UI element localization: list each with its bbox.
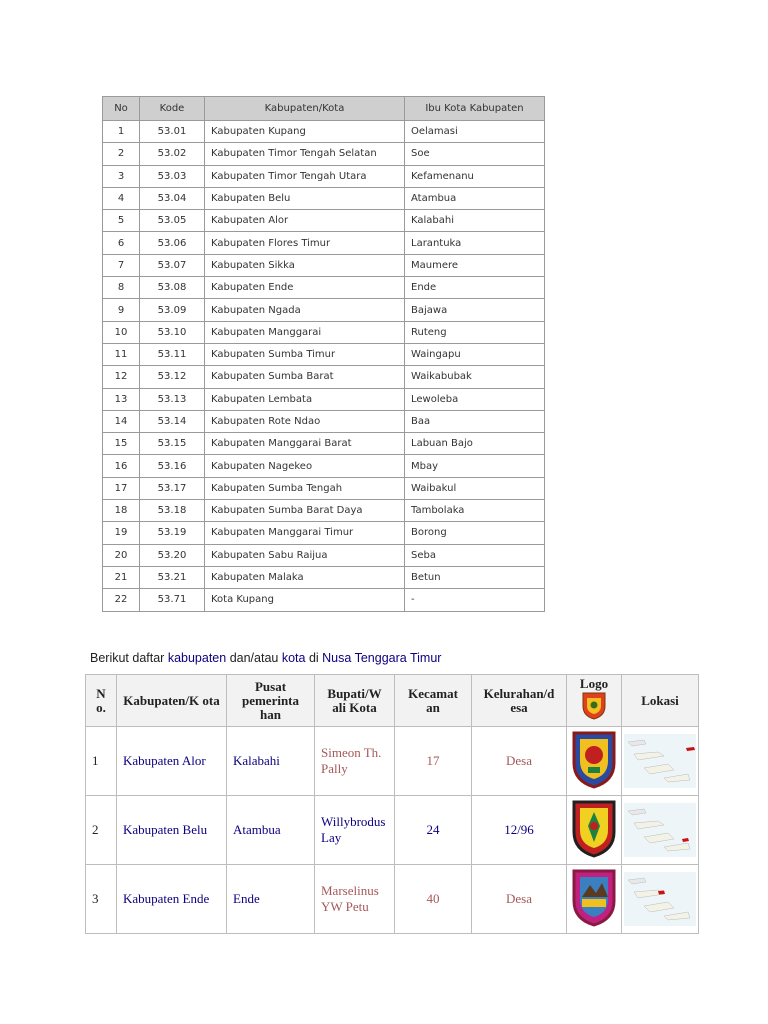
cell-ibukota: Mbay bbox=[405, 455, 545, 477]
cell-kabupaten: Kabupaten Rote Ndao bbox=[205, 410, 405, 432]
header-bupati: Bupati/W ali Kota bbox=[315, 675, 395, 727]
link-kecamatan-belu[interactable]: 24 bbox=[395, 796, 472, 865]
intro-prefix: Berikut daftar bbox=[90, 651, 168, 665]
cell-kode: 53.19 bbox=[140, 522, 205, 544]
cell-kode: 53.15 bbox=[140, 433, 205, 455]
table-row bbox=[103, 500, 545, 522]
cell-kode: 53.21 bbox=[140, 566, 205, 588]
cell-kabupaten: Kabupaten Sikka bbox=[205, 254, 405, 276]
cell-no: 2 bbox=[86, 796, 117, 865]
detail-table bbox=[85, 674, 699, 934]
cell-kode: 53.16 bbox=[140, 455, 205, 477]
cell-kode: 53.03 bbox=[140, 165, 205, 187]
table-row bbox=[103, 299, 545, 321]
cell-kabupaten: Kabupaten Ngada bbox=[205, 299, 405, 321]
cell-ibukota: Bajawa bbox=[405, 299, 545, 321]
cell-ibukota: Waingapu bbox=[405, 343, 545, 365]
table-row bbox=[103, 366, 545, 388]
table-row bbox=[103, 522, 545, 544]
kode-table bbox=[102, 96, 545, 612]
cell-kabupaten: Kabupaten Lembata bbox=[205, 388, 405, 410]
cell-ibukota: Labuan Bajo bbox=[405, 433, 545, 455]
cell-ibukota: Waikabubak bbox=[405, 366, 545, 388]
table-row bbox=[86, 727, 699, 796]
map-ende-icon[interactable] bbox=[624, 872, 696, 926]
cell-no: 16 bbox=[103, 455, 140, 477]
header-kabupaten: Kabupaten/Kota bbox=[205, 97, 405, 121]
table-row bbox=[103, 121, 545, 143]
header-no: No bbox=[103, 97, 140, 121]
cell-kode: 53.01 bbox=[140, 121, 205, 143]
cell-kode: 53.09 bbox=[140, 299, 205, 321]
cell-ibukota: Ruteng bbox=[405, 321, 545, 343]
belu-emblem-icon[interactable] bbox=[570, 798, 618, 858]
table-row bbox=[103, 410, 545, 432]
cell-ibukota: Oelamasi bbox=[405, 121, 545, 143]
link-ntt[interactable]: Nusa Tenggara Timur bbox=[322, 651, 442, 665]
header-ibukota: Ibu Kota Kabupaten bbox=[405, 97, 545, 121]
link-desa-belu[interactable]: 12/96 bbox=[472, 796, 567, 865]
cell-kabupaten: Kabupaten Belu bbox=[205, 187, 405, 209]
cell-no: 10 bbox=[103, 321, 140, 343]
cell-kode: 53.10 bbox=[140, 321, 205, 343]
cell-ibukota: Maumere bbox=[405, 254, 545, 276]
cell-kode: 53.12 bbox=[140, 366, 205, 388]
cell-no: 5 bbox=[103, 210, 140, 232]
cell-no: 17 bbox=[103, 477, 140, 499]
header-kabupaten: Kabupaten/K ota bbox=[117, 675, 227, 727]
header-pusat: Pusat pemerinta han bbox=[227, 675, 315, 727]
cell-ibukota: Tambolaka bbox=[405, 500, 545, 522]
cell-kode: 53.02 bbox=[140, 143, 205, 165]
cell-kode: 53.13 bbox=[140, 388, 205, 410]
link-kabupaten[interactable]: kabupaten bbox=[167, 651, 227, 665]
cell-kode: 53.07 bbox=[140, 254, 205, 276]
header-no: N o. bbox=[86, 675, 117, 727]
kode-table-body bbox=[103, 121, 545, 612]
link-bupati-ende[interactable]: Marselinus YW Petu bbox=[315, 865, 395, 934]
link-ende[interactable]: Ende bbox=[227, 865, 315, 934]
link-kabupaten-belu[interactable]: Kabupaten Belu bbox=[117, 796, 227, 865]
cell-ibukota: Kefamenanu bbox=[405, 165, 545, 187]
link-kota[interactable]: kota bbox=[281, 651, 306, 665]
table-row bbox=[103, 232, 545, 254]
header-logo-label: Logo bbox=[579, 676, 609, 691]
cell-no: 20 bbox=[103, 544, 140, 566]
detail-table-body bbox=[86, 727, 699, 934]
logo-cell bbox=[567, 865, 622, 934]
cell-kabupaten: Kota Kupang bbox=[205, 589, 405, 611]
cell-ibukota: Waibakul bbox=[405, 477, 545, 499]
lokasi-cell bbox=[622, 865, 699, 934]
cell-no: 7 bbox=[103, 254, 140, 276]
cell-ibukota: - bbox=[405, 589, 545, 611]
cell-kode: 53.05 bbox=[140, 210, 205, 232]
cell-kode: 53.20 bbox=[140, 544, 205, 566]
cell-kode: 53.08 bbox=[140, 277, 205, 299]
link-desa-alor[interactable]: Desa bbox=[472, 727, 567, 796]
header-logo bbox=[567, 675, 622, 727]
cell-kabupaten: Kabupaten Manggarai Timur bbox=[205, 522, 405, 544]
cell-kabupaten: Kabupaten Ende bbox=[205, 277, 405, 299]
cell-no: 12 bbox=[103, 366, 140, 388]
cell-no: 2 bbox=[103, 143, 140, 165]
link-desa-ende[interactable]: Desa bbox=[472, 865, 567, 934]
table-row bbox=[103, 388, 545, 410]
table-row bbox=[103, 544, 545, 566]
table-row bbox=[103, 187, 545, 209]
cell-kode: 53.06 bbox=[140, 232, 205, 254]
header-kecamatan: Kecamat an bbox=[395, 675, 472, 727]
table-row bbox=[103, 321, 545, 343]
table-row bbox=[103, 143, 545, 165]
cell-kode: 53.11 bbox=[140, 343, 205, 365]
cell-kabupaten: Kabupaten Kupang bbox=[205, 121, 405, 143]
table-row bbox=[86, 796, 699, 865]
cell-no: 9 bbox=[103, 299, 140, 321]
cell-kabupaten: Kabupaten Manggarai Barat bbox=[205, 433, 405, 455]
link-kabupaten-ende[interactable]: Kabupaten Ende bbox=[117, 865, 227, 934]
cell-no: 1 bbox=[86, 727, 117, 796]
cell-no: 18 bbox=[103, 500, 140, 522]
cell-kode: 53.04 bbox=[140, 187, 205, 209]
alor-emblem-icon[interactable] bbox=[570, 729, 618, 789]
link-bupati-belu[interactable]: Willybrodus Lay bbox=[315, 796, 395, 865]
cell-ibukota: Atambua bbox=[405, 187, 545, 209]
logo-cell bbox=[567, 727, 622, 796]
cell-ibukota: Betun bbox=[405, 566, 545, 588]
cell-kode: 53.18 bbox=[140, 500, 205, 522]
cell-no: 3 bbox=[86, 865, 117, 934]
header-lokasi: Lokasi bbox=[622, 675, 699, 727]
cell-kabupaten: Kabupaten Manggarai bbox=[205, 321, 405, 343]
cell-no: 4 bbox=[103, 187, 140, 209]
cell-kabupaten: Kabupaten Alor bbox=[205, 210, 405, 232]
table-row bbox=[103, 433, 545, 455]
header-kelurahan: Kelurahan/d esa bbox=[472, 675, 567, 727]
table-row bbox=[103, 165, 545, 187]
intro-mid1: dan/atau bbox=[226, 651, 282, 665]
detail-table-header bbox=[86, 675, 699, 727]
intro-text bbox=[90, 651, 441, 665]
header-kode: Kode bbox=[140, 97, 205, 121]
lokasi-cell bbox=[622, 796, 699, 865]
cell-ibukota: Lewoleba bbox=[405, 388, 545, 410]
cell-ibukota: Soe bbox=[405, 143, 545, 165]
cell-kabupaten: Kabupaten Sabu Raijua bbox=[205, 544, 405, 566]
cell-kabupaten: Kabupaten Timor Tengah Utara bbox=[205, 165, 405, 187]
table-row bbox=[103, 254, 545, 276]
table-row bbox=[103, 210, 545, 232]
table-row bbox=[103, 455, 545, 477]
cell-kabupaten: Kabupaten Malaka bbox=[205, 566, 405, 588]
link-bupati-alor[interactable]: Simeon Th. Pally bbox=[315, 727, 395, 796]
cell-ibukota: Seba bbox=[405, 544, 545, 566]
cell-no: 15 bbox=[103, 433, 140, 455]
kode-table-header bbox=[103, 97, 545, 121]
cell-no: 22 bbox=[103, 589, 140, 611]
link-atambua[interactable]: Atambua bbox=[227, 796, 315, 865]
map-alor-icon[interactable] bbox=[624, 734, 696, 788]
cell-ibukota: Borong bbox=[405, 522, 545, 544]
table-row bbox=[103, 343, 545, 365]
link-kabupaten-alor[interactable]: Kabupaten Alor bbox=[117, 727, 227, 796]
cell-kabupaten: Kabupaten Sumba Tengah bbox=[205, 477, 405, 499]
cell-no: 8 bbox=[103, 277, 140, 299]
table-row bbox=[103, 277, 545, 299]
cell-kabupaten: Kabupaten Sumba Barat Daya bbox=[205, 500, 405, 522]
cell-kode: 53.17 bbox=[140, 477, 205, 499]
cell-no: 13 bbox=[103, 388, 140, 410]
cell-no: 6 bbox=[103, 232, 140, 254]
link-kecamatan-ende[interactable]: 40 bbox=[395, 865, 472, 934]
table-row bbox=[103, 589, 545, 611]
cell-no: 1 bbox=[103, 121, 140, 143]
table-row bbox=[86, 865, 699, 934]
ende-emblem-icon[interactable] bbox=[570, 867, 618, 927]
cell-kabupaten: Kabupaten Nagekeo bbox=[205, 455, 405, 477]
ntt-emblem-icon bbox=[581, 690, 607, 720]
cell-no: 21 bbox=[103, 566, 140, 588]
cell-no: 19 bbox=[103, 522, 140, 544]
link-kecamatan-alor[interactable]: 17 bbox=[395, 727, 472, 796]
cell-kabupaten: Kabupaten Sumba Timur bbox=[205, 343, 405, 365]
cell-ibukota: Larantuka bbox=[405, 232, 545, 254]
cell-no: 11 bbox=[103, 343, 140, 365]
logo-cell bbox=[567, 796, 622, 865]
cell-ibukota: Baa bbox=[405, 410, 545, 432]
cell-kode: 53.71 bbox=[140, 589, 205, 611]
cell-no: 14 bbox=[103, 410, 140, 432]
intro-mid2: di bbox=[305, 651, 323, 665]
lokasi-cell bbox=[622, 727, 699, 796]
table-row bbox=[103, 477, 545, 499]
table-row bbox=[103, 566, 545, 588]
cell-no: 3 bbox=[103, 165, 140, 187]
cell-kabupaten: Kabupaten Flores Timur bbox=[205, 232, 405, 254]
cell-kabupaten: Kabupaten Sumba Barat bbox=[205, 366, 405, 388]
cell-kabupaten: Kabupaten Timor Tengah Selatan bbox=[205, 143, 405, 165]
cell-kode: 53.14 bbox=[140, 410, 205, 432]
map-belu-icon[interactable] bbox=[624, 803, 696, 857]
cell-ibukota: Kalabahi bbox=[405, 210, 545, 232]
cell-ibukota: Ende bbox=[405, 277, 545, 299]
link-kalabahi[interactable]: Kalabahi bbox=[227, 727, 315, 796]
